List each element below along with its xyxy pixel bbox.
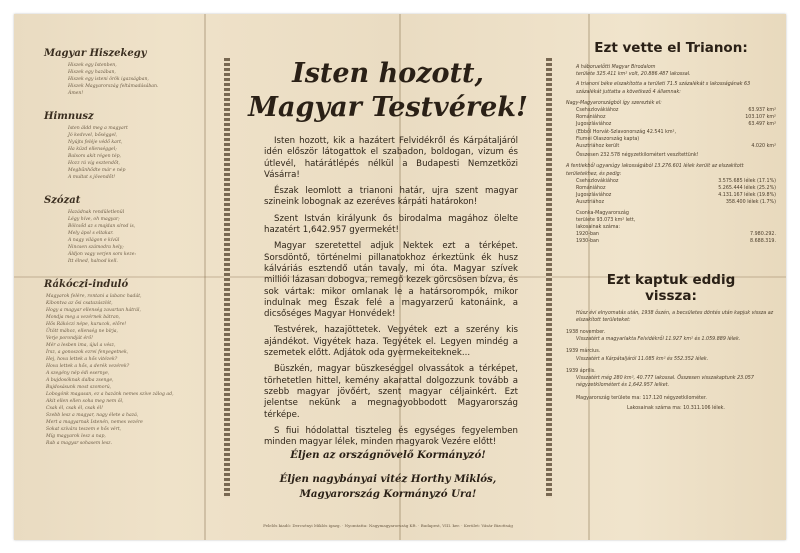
cheer-horthy-2: Magyarország Kormányzó Ura! (299, 488, 477, 500)
stat-label: Fiumei Olaszország kapta) (576, 136, 640, 142)
stat-row (566, 185, 776, 192)
csonka-title: Csonka-Magyarország (576, 210, 629, 216)
stat-label: Jugoszláviához (576, 122, 612, 128)
stat-value: 4.020 km² (751, 144, 776, 150)
stat-row (566, 238, 776, 245)
poem-line: Míg magyarok lesz a nap, (46, 434, 106, 439)
returned-text: Visszatért még 280 km², 40.777 lakossal. Összesen visszakaptunk 23.057 négyzetkilométert és 1,642.957 lelket. (576, 376, 754, 389)
poem-line: Hogy a magyar ellenség zavartan hátrál, (46, 308, 141, 313)
stat-value: 63.497 km² (748, 122, 776, 128)
poem-line: A szegény nép édi esernye, (46, 371, 110, 376)
poem-line: A multat s jövendőt! (68, 175, 116, 180)
intro-text: A trianoni béke elszakította a területi 71.5 százalékát s lakosságának 63 százalékát juttatta a következő 4 államnak: (576, 82, 751, 95)
csonka-area: területe 93.073 km² lett, (576, 217, 636, 223)
stat-row (566, 129, 776, 136)
stat-row (566, 178, 776, 185)
stat-label: 1920-ban (576, 232, 599, 238)
cheer-horthy-1: Éljen nagybányai vitéz Horthy Miklós, (279, 473, 497, 485)
paragraph: Magyar szeretettel adjuk Nektek ezt a térképet. Sorsdöntő, történelmi pillanatokhoz érkeztünk ék husz kálváriás esztendő után tavaly, mi óta. Magyar szívek milliói lázasan dobogva, remegő kezek görcsösen bízva, és sok vártak: mikor omlanak le a határsorompók, mikor indulnak meg Észak felé a magyarzerű katonáink, a dicsőséges Magyar Honvédek! (264, 241, 518, 320)
poem-line: Hiszek egy hazában, (68, 70, 116, 75)
poem-title: Himnusz (44, 111, 94, 122)
poem-line: Bujdosásunk most szomorú, (46, 385, 112, 390)
poem-line: Hiszek egy isteni örök igazságban, (68, 77, 149, 82)
poem-line: Hova lettek a hős, a derék vezérek? (46, 364, 130, 369)
stat-value: 103.107 km² (745, 115, 776, 121)
poem-title: Szózat (44, 195, 81, 206)
poem-line: Mér a lesben ima, újul a vész, (46, 343, 116, 348)
poem-line: Lobogónk magasan, ez a hazánk nemes szíve zálog ad, (46, 392, 174, 397)
poem-line: Itt élned, halnod kell. (68, 259, 118, 264)
returned-date: 1939 március. (566, 349, 601, 355)
main-panel (220, 30, 556, 530)
poem-line: Írsz, a gonoszok ezrei fenyegetnek, (46, 350, 129, 355)
stat-value: 8.688.319. (750, 239, 776, 245)
stat-value: 3.575.685 lélek (17.1%) (718, 178, 776, 184)
poem-line: Áldjon vagy verjen sors keze: (68, 252, 137, 257)
paragraph: Isten hozott, kik a hazátert Felvidékről és Kárpátaljáról idén először látogattok el szabadon, boldogan, vizum és útlevél, határátlépés nélkül a Budapesti Nemzetközi Vásárra! (264, 136, 518, 180)
imprint: Felelős kiadó: Dercsényi Miklós igazg. · Nyomtatta: Nagymagyarország Kft. · Budapest, VIII. ker. · Kerület: Vásár Bizottság (263, 523, 513, 528)
stat-label: Romániához (576, 186, 606, 192)
poem-line: Sokat szívára teszem e hős vért, (46, 427, 122, 432)
returned-title-1: Ezt kaptuk eddig (606, 271, 736, 288)
population-intro: A fentiekből ugyanúgy lakosságából 13.276.601 lélek került az elszakított területekhez, és pedig: (566, 164, 744, 177)
stat-value: 358.400 lélek (1.7%) (725, 200, 776, 206)
returned-title-2: vissza: (645, 287, 697, 304)
intro-text: területe 325.411 km² volt, 20.886.487 lakossal. (576, 72, 691, 78)
stat-value: 4.131.167 lélek (19.8%) (718, 193, 776, 199)
stat-label: Jugoszláviához (576, 193, 612, 199)
poem-line: Hiszek egy Istenben, (68, 63, 117, 68)
poem-line: Megbűnhődte már e nép (68, 168, 126, 173)
stat-label: Csehszlovákiához (576, 108, 619, 114)
poem-line: Jó kedvvel, bőséggel, (68, 133, 118, 138)
returned-date: 1939 április. (566, 368, 596, 374)
poem-title: Rákóczi-induló (44, 279, 129, 290)
total-lost: Összesen 232.578 négyzetkilométert veszítettünk! (576, 153, 699, 159)
poem-line: A bujdosóknak dalba zsenge, (46, 378, 114, 383)
poem-line: Magyarok felére, rontani a labanc hadát, (46, 294, 142, 299)
stat-row (566, 199, 776, 206)
poem-line: Szebb lesz a magyar, nagy élete a hazá, (46, 413, 139, 418)
poem-line: Hozz rá víg esztendőt, (68, 161, 120, 166)
poem-line: Ámen! (68, 91, 84, 96)
headline-line-1: Isten hozott, (292, 58, 484, 89)
stat-row (566, 107, 776, 114)
stat-label: Ausztriához (576, 200, 604, 206)
stat-label: Csehszlovákiához (576, 178, 619, 184)
poem-line: Bölcsőd az s majdan sírod is, (68, 224, 136, 229)
poem-line: Rab a magyar sohasem lesz. (46, 441, 113, 446)
ornament-border-right (546, 58, 552, 498)
paragraph: Testvérek, hazajöttetek. Vegyétek ezt a szerény kis ajándékot. Vigyétek haza. Tegyétek el. Legyen mindég a szemetek előtt. Adjátok oda gyermekeiteknek... (264, 325, 518, 359)
returned-date: 1938 november. (566, 330, 606, 336)
poem-line: Hiszek Magyarország feltámadásában. (68, 84, 159, 89)
trianon-title: Ezt vette el Trianon: (594, 40, 748, 56)
poem-line: Isten áldd meg a magyart (68, 126, 128, 131)
poem-line: Mondja meg a vezérnek bátran, (46, 315, 121, 320)
poem-line: A nagy világon e kívül (68, 238, 120, 243)
paragraph: Szent István királyunk ős birodalma magához ölelte hazatért 1,642.957 gyermekét! (264, 213, 518, 236)
poem-line: Hazádnak rendületlenül (68, 210, 125, 215)
poem-line: Balsors akit régen tép, (68, 154, 121, 159)
poem-line: Akit ellen ellen soha meg nem öl, (46, 399, 124, 404)
statistics-panel (566, 40, 776, 412)
result-population: Lakosainak száma ma: 10.311.106 lélek. (627, 405, 725, 411)
returned-text: Visszatért a magyarlakta Felvidékről 11.927 km² és 1.059.889 lélek. (576, 337, 741, 343)
poem-line: Ha küzd ellenséggel; (68, 147, 117, 152)
population-list (566, 178, 776, 207)
stat-row (566, 143, 776, 150)
poem-line: Légy híve, oh magyar; (68, 217, 120, 222)
headline-line-2: Magyar Testvérek! (248, 92, 528, 123)
poem-line: Verje porondját érő! (46, 336, 93, 341)
returned-text: Visszatért a Kárpátaljáról 11.085 km² és 552.352 lélek. (576, 356, 709, 362)
poem-line: Nyújts feléje védő kart, (68, 140, 123, 145)
stat-label: (Ebből Horvát-Szlavonország 42.541 km², (576, 129, 676, 135)
lost-territory-list (566, 107, 776, 150)
csonka-population-list (566, 231, 776, 245)
poem-line: Ütött mához, ellenség ne bírja, (46, 329, 118, 334)
cheer-governor: Éljen az országnövelő Kormányzó! (290, 449, 486, 461)
stat-label: Ausztriához került (576, 144, 620, 150)
poem-line: Nincsen számodra hely; (68, 245, 124, 250)
intro-text: A háboruelőtti Magyar Birodalom (576, 65, 656, 70)
poem-line: Hej, hova lettek a hős vitézek? (46, 357, 118, 362)
stat-value: 7.980.292. (750, 232, 776, 238)
returned-intro: Húsz évi elnyomatás után, 1938 őszén, a becsületes döntés után kapjuk vissza az elszakított területeket: (576, 310, 774, 323)
stat-row (566, 114, 776, 121)
poem-line: Mert a magyarnak Istenén, nemes vezére (46, 420, 143, 425)
stat-value: 5.265.444 lélek (25.2%) (718, 186, 776, 192)
paragraph: Büszkén, magyar büszkeséggel olvassátok a térképet, törhetetlen hittel, kemény akarattal dolgozzunk tovább a szebb magyar jövőért, szent magyar céljainkért. Ezt jelentse nekünk a megnagyobbodott Magyarország térképe. (264, 364, 518, 420)
section-label: Nagy-Magyarországból így szerezték el: (566, 100, 662, 106)
stat-row (566, 192, 776, 199)
stat-row (566, 136, 776, 143)
paragraph: S fiui hódolattal tiszteleg és egységes fegyelemben minden magyar lélek, minden magyarok Vezére előtt! (264, 425, 518, 448)
poem-line: Kibontva az ősi csatazászlót, (46, 301, 113, 306)
poem-line: Hős Rákóczi népe, kurucok, előre! (46, 322, 127, 327)
stat-row (566, 121, 776, 128)
stat-row (566, 231, 776, 238)
ornament-border-left (224, 58, 230, 498)
paragraph: Észak leomlott a trianoni határ, ujra szent magyar szineink lobognak az ezeréves kárpáti határokon! (264, 186, 518, 208)
poster-sheet (14, 14, 786, 540)
main-text (264, 136, 518, 453)
poem-line: Csak él, csak él, csak él! (46, 406, 103, 411)
result-area: Magyarország területe ma: 117.120 négyzetkilométer. (576, 395, 707, 401)
poem-line: Mely ápol s eltakar. (68, 231, 114, 236)
csonka-pop-label: lakosainak száma: (576, 225, 621, 231)
stat-value: 63.937 km² (748, 108, 776, 114)
poems-panel (26, 42, 212, 447)
returned-list (566, 329, 776, 389)
stat-label: Romániához (576, 115, 606, 121)
poem-title: Magyar Hiszekegy (44, 48, 147, 59)
stat-label: 1930-ban (576, 239, 599, 245)
